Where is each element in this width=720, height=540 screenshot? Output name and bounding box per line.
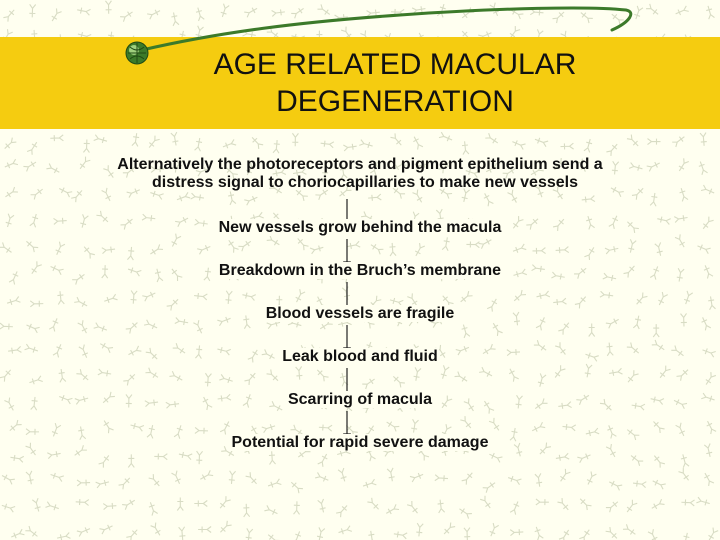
flow-step-label: Blood vessels are fragile — [265, 305, 455, 322]
title-line: DEGENERATION — [276, 85, 514, 118]
title-line: AGE RELATED MACULAR — [213, 48, 577, 81]
flow-step-label: Leak blood and fluid — [282, 348, 438, 365]
flow-step-4 — [160, 347, 560, 367]
flow-step-label: Breakdown in the Bruch’s membrane — [218, 262, 502, 279]
intro-line: distress signal to choriocapillaries to make new vessels — [152, 174, 578, 191]
flow-step-1 — [160, 218, 560, 238]
flow-step-label: Scarring of macula — [287, 391, 433, 408]
flow-step-label: Potential for rapid severe damage — [231, 434, 489, 451]
flow-step-2 — [160, 261, 560, 281]
flow-step-3 — [160, 304, 560, 324]
flow-step-5 — [160, 390, 560, 410]
flow-step-label: New vessels grow behind the macula — [218, 219, 502, 236]
intro-line: Alternatively the photoreceptors and pigment epithelium send a — [117, 156, 603, 173]
flow-step-6 — [160, 433, 560, 453]
